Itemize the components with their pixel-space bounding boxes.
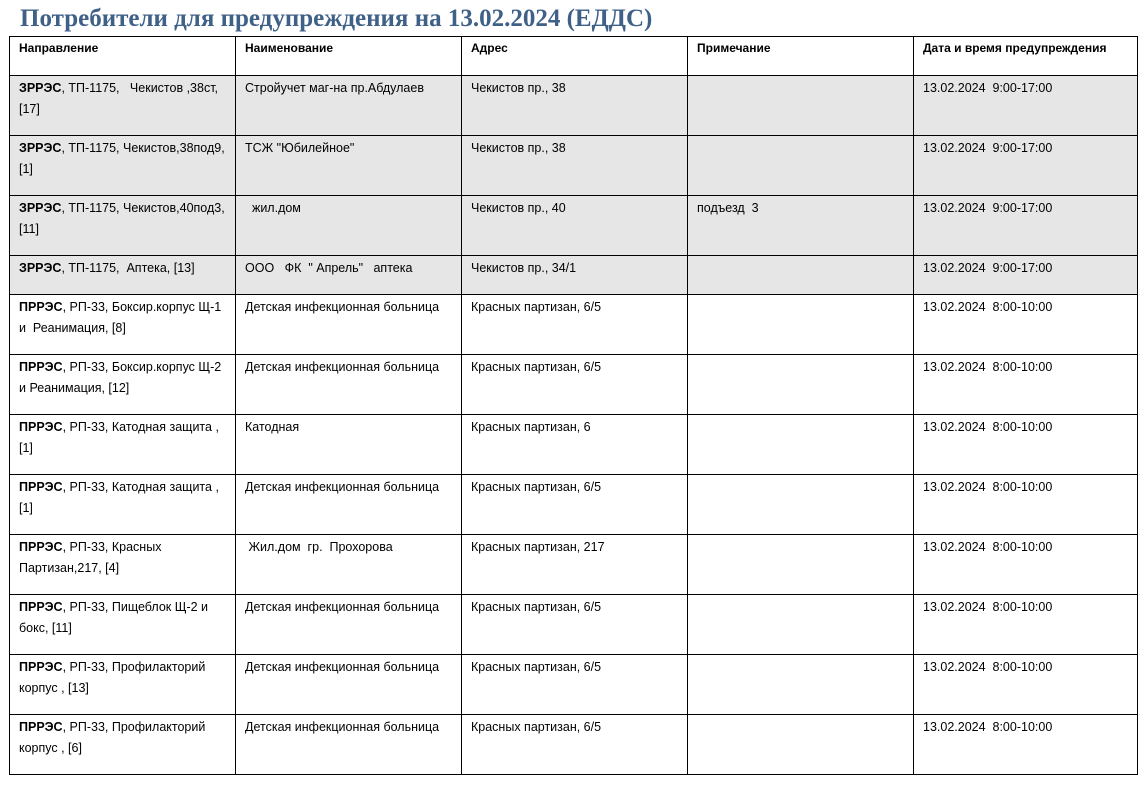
direction-cell bbox=[10, 355, 236, 415]
note-cell: подъезд 3 bbox=[688, 196, 914, 256]
datetime-cell: 13.02.2024 8:00-10:00 bbox=[914, 415, 1138, 475]
note-cell bbox=[688, 355, 914, 415]
table-row bbox=[10, 535, 1138, 595]
table-row bbox=[10, 715, 1138, 775]
datetime-cell: 13.02.2024 8:00-10:00 bbox=[914, 535, 1138, 595]
header-note: Примечание bbox=[688, 37, 914, 76]
note-cell bbox=[688, 295, 914, 355]
document-title: Потребители для предупреждения на 13.02.2024 (ЕДДС) bbox=[20, 5, 653, 32]
direction-detail: , РП-33, Боксир.корпус Щ-1 и Реанимация, [8] bbox=[19, 300, 225, 335]
note-cell bbox=[688, 136, 914, 196]
datetime-cell: 13.02.2024 8:00-10:00 bbox=[914, 655, 1138, 715]
note-cell bbox=[688, 535, 914, 595]
direction-detail: , РП-33, Профилакторий корпус , [13] bbox=[19, 660, 209, 695]
region-code: ПРРЭС bbox=[19, 360, 63, 374]
direction-detail: , РП-33, Катодная защита , [1] bbox=[19, 420, 223, 455]
address-cell: Красных партизан, 6/5 bbox=[462, 475, 688, 535]
direction-cell bbox=[10, 76, 236, 136]
table-row bbox=[10, 475, 1138, 535]
name-cell: Стройучет маг-на пр.Абдулаев bbox=[236, 76, 462, 136]
direction-cell bbox=[10, 715, 236, 775]
direction-detail: , ТП-1175, Аптека, [13] bbox=[61, 261, 195, 275]
direction-cell bbox=[10, 256, 236, 295]
note-cell bbox=[688, 475, 914, 535]
region-code: ПРРЭС bbox=[19, 480, 63, 494]
datetime-cell: 13.02.2024 9:00-17:00 bbox=[914, 136, 1138, 196]
note-cell bbox=[688, 415, 914, 475]
name-cell: Детская инфекционная больница bbox=[236, 715, 462, 775]
address-cell: Чекистов пр., 38 bbox=[462, 76, 688, 136]
direction-cell bbox=[10, 196, 236, 256]
direction-cell bbox=[10, 595, 236, 655]
direction-detail: , РП-33, Боксир.корпус Щ-2 и Реанимация, [12] bbox=[19, 360, 225, 395]
header-name: Наименование bbox=[236, 37, 462, 76]
table-row bbox=[10, 595, 1138, 655]
direction-detail: , ТП-1175, Чекистов,38под9, [1] bbox=[19, 141, 229, 176]
address-cell: Красных партизан, 6/5 bbox=[462, 355, 688, 415]
consumers-table bbox=[9, 36, 1138, 775]
direction-cell bbox=[10, 136, 236, 196]
header-address: Адрес bbox=[462, 37, 688, 76]
address-cell: Красных партизан, 6/5 bbox=[462, 295, 688, 355]
table-row bbox=[10, 196, 1138, 256]
direction-detail: , РП-33, Профилакторий корпус , [6] bbox=[19, 720, 209, 755]
address-cell: Чекистов пр., 34/1 bbox=[462, 256, 688, 295]
direction-detail: , ТП-1175, Чекистов ,38ст, [17] bbox=[19, 81, 222, 116]
datetime-cell: 13.02.2024 9:00-17:00 bbox=[914, 256, 1138, 295]
region-code: ЗРРЭС bbox=[19, 81, 62, 95]
direction-detail: , РП-33, Пищеблок Щ-2 и бокс, [11] bbox=[19, 600, 212, 635]
region-code: ПРРЭС bbox=[19, 540, 63, 554]
datetime-cell: 13.02.2024 8:00-10:00 bbox=[914, 595, 1138, 655]
header-datetime: Дата и время предупреждения bbox=[914, 37, 1138, 76]
table-row bbox=[10, 295, 1138, 355]
direction-cell bbox=[10, 535, 236, 595]
datetime-cell: 13.02.2024 9:00-17:00 bbox=[914, 76, 1138, 136]
table-row bbox=[10, 76, 1138, 136]
region-code: ЗРРЭС bbox=[19, 141, 62, 155]
name-cell: жил.дом bbox=[236, 196, 462, 256]
region-code: ПРРЭС bbox=[19, 420, 63, 434]
region-code: ПРРЭС bbox=[19, 660, 63, 674]
table-row bbox=[10, 355, 1138, 415]
note-cell bbox=[688, 715, 914, 775]
note-cell bbox=[688, 76, 914, 136]
address-cell: Красных партизан, 6/5 bbox=[462, 715, 688, 775]
region-code: ЗРРЭС bbox=[19, 201, 62, 215]
name-cell: ООО ФК " Апрель" аптека bbox=[236, 256, 462, 295]
name-cell: Детская инфекционная больница bbox=[236, 595, 462, 655]
note-cell bbox=[688, 256, 914, 295]
name-cell: Детская инфекционная больница bbox=[236, 655, 462, 715]
region-code: ПРРЭС bbox=[19, 300, 63, 314]
table-row bbox=[10, 136, 1138, 196]
name-cell: Детская инфекционная больница bbox=[236, 295, 462, 355]
note-cell bbox=[688, 655, 914, 715]
datetime-cell: 13.02.2024 8:00-10:00 bbox=[914, 355, 1138, 415]
datetime-cell: 13.02.2024 8:00-10:00 bbox=[914, 295, 1138, 355]
name-cell: Детская инфекционная больница bbox=[236, 475, 462, 535]
datetime-cell: 13.02.2024 8:00-10:00 bbox=[914, 475, 1138, 535]
direction-cell bbox=[10, 655, 236, 715]
direction-detail: , РП-33, Катодная защита , [1] bbox=[19, 480, 223, 515]
table-row bbox=[10, 655, 1138, 715]
header-row bbox=[10, 37, 1138, 76]
region-code: ЗРРЭС bbox=[19, 261, 62, 275]
name-cell: Жил.дом гр. Прохорова bbox=[236, 535, 462, 595]
datetime-cell: 13.02.2024 8:00-10:00 bbox=[914, 715, 1138, 775]
address-cell: Красных партизан, 6/5 bbox=[462, 595, 688, 655]
table-row bbox=[10, 415, 1138, 475]
address-cell: Красных партизан, 217 bbox=[462, 535, 688, 595]
name-cell: ТСЖ "Юбилейное" bbox=[236, 136, 462, 196]
datetime-cell: 13.02.2024 9:00-17:00 bbox=[914, 196, 1138, 256]
address-cell: Красных партизан, 6 bbox=[462, 415, 688, 475]
direction-detail: , ТП-1175, Чекистов,40под3, [11] bbox=[19, 201, 229, 236]
region-code: ПРРЭС bbox=[19, 600, 63, 614]
address-cell: Чекистов пр., 38 bbox=[462, 136, 688, 196]
direction-cell bbox=[10, 295, 236, 355]
table-row bbox=[10, 256, 1138, 295]
note-cell bbox=[688, 595, 914, 655]
address-cell: Красных партизан, 6/5 bbox=[462, 655, 688, 715]
direction-cell bbox=[10, 475, 236, 535]
direction-detail: , РП-33, Красных Партизан,217, [4] bbox=[19, 540, 165, 575]
header-direction: Направление bbox=[10, 37, 236, 76]
name-cell: Детская инфекционная больница bbox=[236, 355, 462, 415]
region-code: ПРРЭС bbox=[19, 720, 63, 734]
direction-cell bbox=[10, 415, 236, 475]
name-cell: Катодная bbox=[236, 415, 462, 475]
address-cell: Чекистов пр., 40 bbox=[462, 196, 688, 256]
